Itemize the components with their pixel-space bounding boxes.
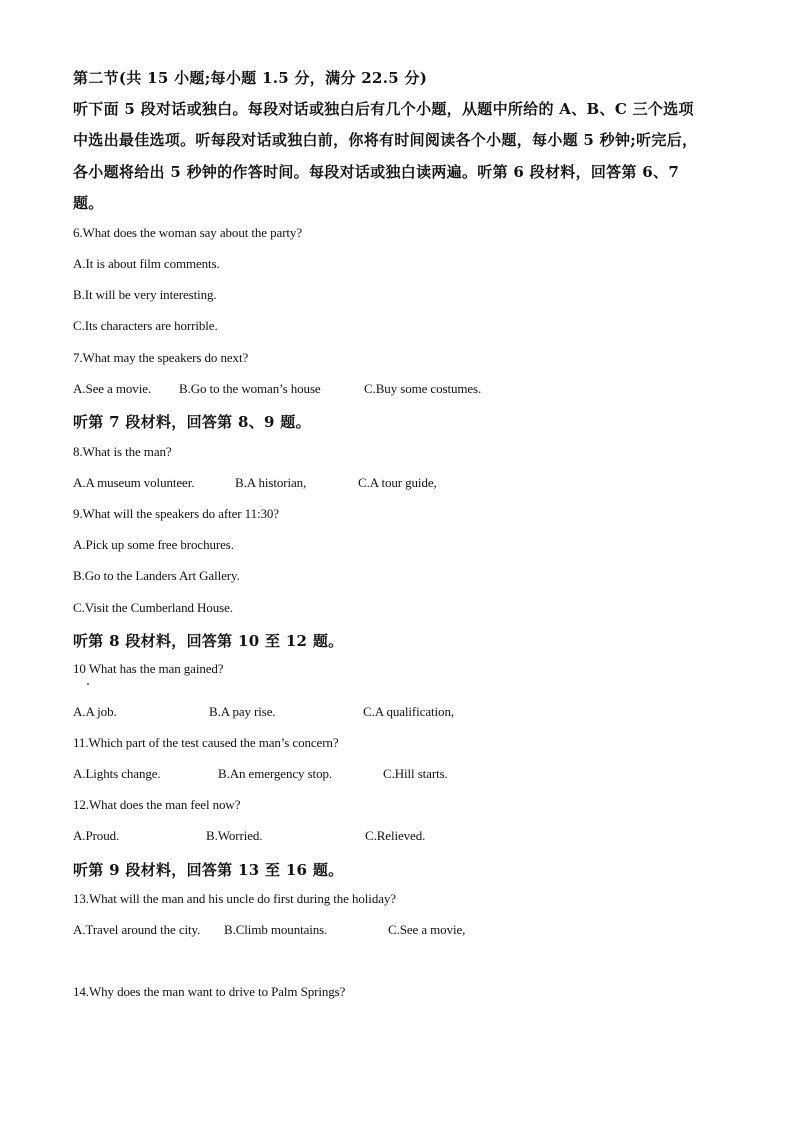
instruction-line-4: 题。 [73, 194, 104, 212]
question-9-option-a: A.Pick up some free brochures. [73, 537, 234, 552]
question-14: 14.Why does the man want to drive to Palm Springs? [73, 984, 346, 999]
instruction-line-2: 中选出最佳选项。听每段对话或独白前，你将有时间阅读各个小题，每小题 5 秒钟;听完后， [73, 131, 698, 149]
question-12-option-a: A.Proud. [73, 828, 120, 843]
stray-dot [87, 683, 89, 685]
question-13: 13.What will the man and his uncle do first during the holiday? [73, 891, 396, 906]
question-9-option-c: C.Visit the Cumberland House. [73, 600, 233, 615]
question-7-option-c: C.Buy some costumes. [364, 381, 482, 396]
question-8-option-b: B.A historian, [235, 475, 307, 490]
question-12: 12.What does the man feel now? [73, 797, 241, 812]
question-8-option-a: A.A museum volunteer. [73, 475, 195, 490]
group-heading-8: 听第 8 段材料，回答第 10 至 12 题。 [73, 632, 344, 650]
question-13-option-a: A.Travel around the city. [73, 922, 201, 937]
group-heading-9: 听第 9 段材料，回答第 13 至 16 题。 [73, 861, 344, 879]
question-6-option-a: A.It is about film comments. [73, 256, 220, 271]
question-8: 8.What is the man? [73, 444, 172, 459]
question-8-option-c: C.A tour guide, [358, 475, 437, 490]
question-7: 7.What may the speakers do next? [73, 350, 249, 365]
question-12-option-b: B.Worried. [206, 828, 263, 843]
question-13-option-c: C.See a movie, [388, 922, 466, 937]
question-11: 11.Which part of the test caused the man’s concern? [73, 735, 339, 750]
question-7-option-a: A.See a movie. [73, 381, 152, 396]
group-heading-7: 听第 7 段材料，回答第 8、9 题。 [73, 413, 311, 431]
question-10: 10 What has the man gained? [73, 661, 224, 676]
question-6: 6.What does the woman say about the party? [73, 225, 303, 240]
instruction-line-1: 听下面 5 段对话或独白。每段对话或独白后有几个小题，从题中所给的 A、B、C 三个选项 [73, 100, 694, 118]
question-7-option-b: B.Go to the woman’s house [179, 381, 321, 396]
instruction-line-3: 各小题将给出 5 秒钟的作答时间。每段对话或独白读两遍。听第 6 段材料，回答第 6、7 [73, 163, 680, 181]
question-9-option-b: B.Go to the Landers Art Gallery. [73, 568, 240, 583]
question-10-option-b: B.A pay rise. [209, 704, 276, 719]
question-6-option-b: B.It will be very interesting. [73, 287, 217, 302]
question-12-option-c: C.Relieved. [365, 828, 426, 843]
question-10-option-c: C.A qualification, [363, 704, 454, 719]
question-9: 9.What will the speakers do after 11:30? [73, 506, 279, 521]
question-6-option-c: C.Its characters are horrible. [73, 318, 218, 333]
question-11-option-b: B.An emergency stop. [218, 766, 333, 781]
question-11-option-c: C.Hill starts. [383, 766, 448, 781]
section-heading: 第二节(共 15 小题;每小题 1.5 分，满分 22.5 分) [73, 69, 428, 87]
question-11-option-a: A.Lights change. [73, 766, 161, 781]
question-13-option-b: B.Climb mountains. [224, 922, 328, 937]
question-10-option-a: A.A job. [73, 704, 117, 719]
